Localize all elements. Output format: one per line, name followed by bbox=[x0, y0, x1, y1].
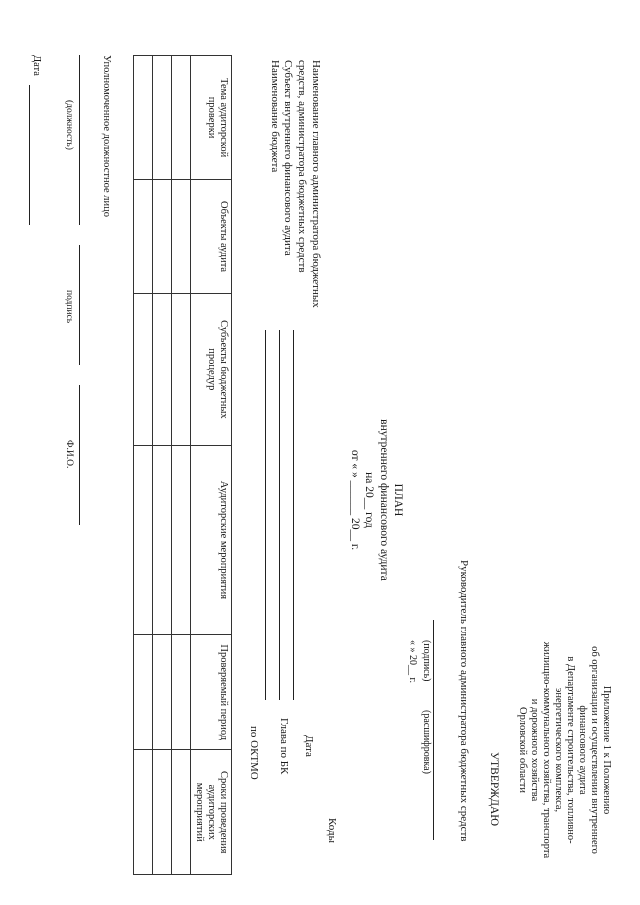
table-cell bbox=[171, 293, 190, 445]
info-block bbox=[267, 60, 322, 360]
info-fill-line bbox=[279, 330, 280, 700]
approval-signature-label: (подпись) bbox=[421, 640, 432, 682]
codes-row-label-date: Дата bbox=[303, 735, 315, 757]
table-row bbox=[152, 56, 171, 875]
appendix-line: энергетического комплекса, bbox=[552, 687, 564, 813]
table-cell bbox=[152, 180, 171, 294]
appendix-line: финансового аудита bbox=[576, 705, 588, 795]
table-cell bbox=[152, 445, 171, 634]
info-line: Субъект внутреннего финансового аудита bbox=[282, 60, 295, 256]
table-cell bbox=[133, 750, 152, 875]
table-cell bbox=[133, 445, 152, 634]
signoff-position-label: (должность) bbox=[64, 100, 74, 150]
column-header: Проверяемый период bbox=[190, 635, 231, 750]
table-cell bbox=[152, 635, 171, 750]
plan-title-block bbox=[348, 400, 406, 600]
signoff-name-label: Ф.И.О. bbox=[64, 440, 74, 469]
table-cell bbox=[171, 445, 190, 634]
appendix-line: об организации и осуществлении внутреннего bbox=[588, 646, 600, 854]
approval-role: Руководитель главного администратора бюджетных средств bbox=[458, 560, 470, 842]
info-line: Наименование главного администратора бюджетных bbox=[310, 60, 322, 308]
table-cell bbox=[133, 180, 152, 294]
plan-date: от « » ______ 20__ г. bbox=[348, 449, 361, 551]
plan-title: ПЛАН bbox=[392, 483, 404, 517]
column-header: Тема аудиторской проверки bbox=[190, 56, 231, 180]
info-fill-line bbox=[265, 330, 266, 700]
column-header: Сроки проведения аудиторских мероприятий bbox=[190, 750, 231, 875]
table-header-row bbox=[190, 56, 231, 875]
column-header: Объекты аудита bbox=[190, 180, 231, 294]
approval-date-line: « » 20__ г. bbox=[407, 640, 418, 683]
table-cell bbox=[171, 180, 190, 294]
appendix-line: Орловской области bbox=[516, 707, 528, 793]
signoff-date-label: Дата bbox=[31, 55, 42, 76]
info-line: средств, администратора бюджетных средств bbox=[296, 60, 309, 273]
table-row bbox=[133, 56, 152, 875]
table-cell bbox=[133, 293, 152, 445]
appendix-line: жилищно-коммунального хозяйства, транспорта bbox=[540, 641, 552, 859]
table-cell bbox=[133, 56, 152, 180]
signoff-signature-label: подпись bbox=[64, 290, 74, 324]
appendix-line: Приложение 1 к Положению bbox=[601, 685, 612, 815]
table-cell bbox=[171, 750, 190, 875]
appendix-line: и дорожного хозяйства bbox=[528, 698, 540, 802]
signoff-date-line bbox=[29, 85, 30, 225]
info-fill-line bbox=[293, 330, 294, 700]
table-cell bbox=[171, 56, 190, 180]
table-row bbox=[171, 56, 190, 875]
plan-year: на 20__ год bbox=[363, 472, 376, 528]
table-cell bbox=[152, 293, 171, 445]
audit-plan-table bbox=[133, 55, 232, 875]
approval-title: УТВЕРЖДАЮ bbox=[488, 752, 500, 827]
signoff-title: Уполномоченное должностное лицо bbox=[101, 55, 112, 217]
signoff-signature-line bbox=[79, 245, 80, 365]
codes-row-label-bk: Глава по БК bbox=[278, 718, 290, 775]
appendix-line: в Департаменте строительства, топливно- bbox=[564, 656, 576, 844]
table-cell bbox=[133, 635, 152, 750]
table-cell bbox=[171, 635, 190, 750]
table-cell bbox=[152, 750, 171, 875]
info-line: Наименование бюджета bbox=[268, 60, 281, 173]
appendix-note bbox=[516, 630, 613, 870]
plan-subtitle: внутреннего финансового аудита bbox=[377, 419, 390, 581]
codes-label: Коды bbox=[326, 818, 338, 843]
table-cell bbox=[152, 56, 171, 180]
codes-row-label-oktmo: по ОКТМО bbox=[248, 726, 260, 780]
column-header: Субъекты бюджетных процедур bbox=[190, 293, 231, 445]
signoff-position-line bbox=[79, 55, 80, 225]
signoff-name-line bbox=[79, 385, 80, 525]
approval-signature-line bbox=[433, 620, 434, 840]
approval-decode-label: (расшифровка) bbox=[421, 710, 432, 774]
column-header: Аудиторские мероприятия bbox=[190, 445, 231, 634]
